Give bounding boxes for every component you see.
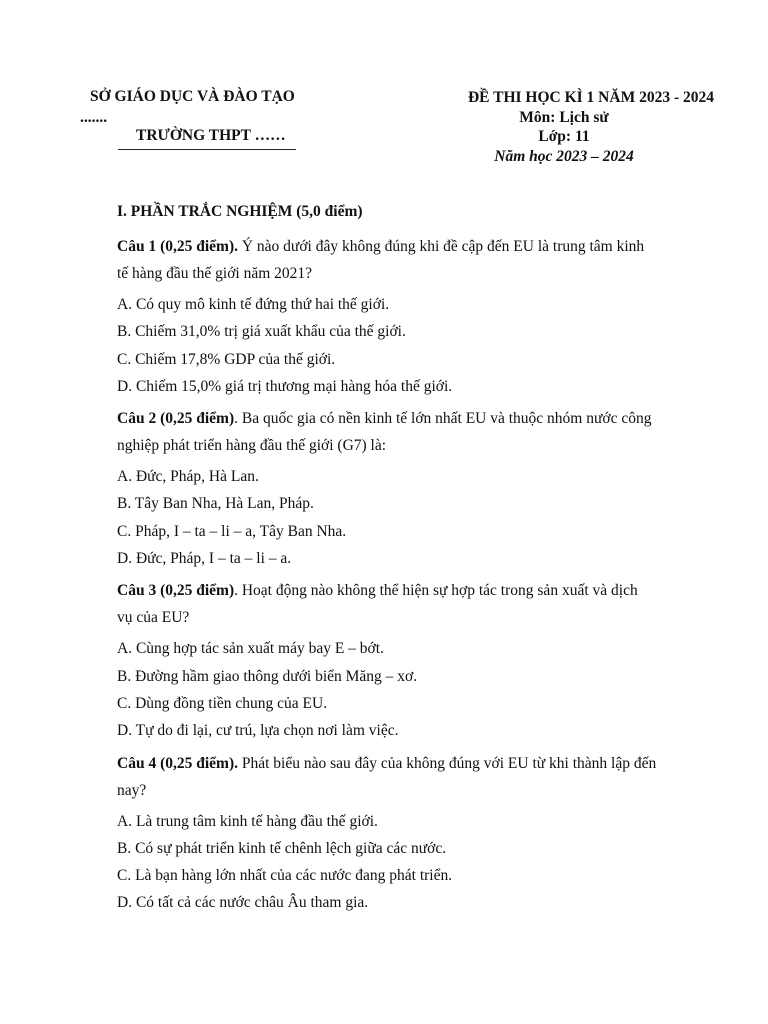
answer-option: A. Cùng hợp tác sản xuất máy bay E – bớt. xyxy=(117,640,384,658)
question-text xyxy=(117,233,657,287)
question-body: Ý nào dưới đây không đúng khi đề cập đến EU là trung tâm kinh tế hàng đầu thế giới năm 2021? xyxy=(117,238,645,282)
answer-option: A. Đức, Pháp, Hà Lan. xyxy=(117,468,259,486)
question-label: Câu 3 (0,25 điểm) xyxy=(117,582,235,600)
answer-option: A. Có quy mô kinh tế đứng thứ hai thế giới. xyxy=(117,296,390,313)
question-body: . Ba quốc gia có nền kinh tế lớn nhất EU và thuộc nhóm nước công nghiệp phát triển hàng đầu thế giới (G7) là: xyxy=(117,410,652,455)
question-block xyxy=(117,405,657,572)
answer-option: C. Dùng đồng tiền chung của EU. xyxy=(117,694,328,712)
answer-option: B. Chiếm 31,0% trị giá xuất khẩu của thế giới. xyxy=(117,323,406,341)
question-text xyxy=(117,750,657,804)
exam-content xyxy=(117,200,657,922)
answer-option: C. Chiếm 17,8% GDP của thế giới. xyxy=(117,350,336,368)
exam-grade: Lớp: 11 xyxy=(538,128,590,145)
answer-option: B. Đường hầm giao thông dưới biển Măng – xơ. xyxy=(117,667,418,685)
exam-header xyxy=(414,88,714,166)
question-label: Câu 4 (0,25 điểm). xyxy=(117,754,238,772)
exam-subject: Môn: Lịch sử xyxy=(519,108,609,126)
question-block xyxy=(117,577,657,744)
school-underline xyxy=(118,149,296,150)
question-text xyxy=(117,577,657,631)
answer-option: B. Có sự phát triển kinh tế chênh lệch giữa các nước. xyxy=(117,839,447,857)
answer-option: D. Chiếm 15,0% giá trị thương mại hàng hóa thế giới. xyxy=(117,377,453,395)
answer-option: C. Là bạn hàng lớn nhất của các nước đang phát triển. xyxy=(117,867,453,885)
answer-option: A. Là trung tâm kinh tế hàng đầu thế giới. xyxy=(117,812,378,830)
answer-option: C. Pháp, I – ta – li – a, Tây Ban Nha. xyxy=(117,522,347,540)
question-block xyxy=(117,750,657,917)
answer-option: D. Đức, Pháp, I – ta – li – a. xyxy=(117,550,292,568)
question-label: Câu 1 (0,25 điểm). xyxy=(117,238,238,255)
school-name: TRƯỜNG THPT …… xyxy=(136,127,286,144)
answer-option: B. Tây Ban Nha, Hà Lan, Pháp. xyxy=(117,495,314,513)
answer-option: D. Tự do đi lại, cư trú, lựa chọn nơi làm việc. xyxy=(117,722,399,740)
question-block xyxy=(117,233,657,400)
question-body: . Hoạt động nào không thể hiện sự hợp tác trong sản xuất và dịch vụ của EU? xyxy=(117,582,638,627)
question-text xyxy=(117,405,657,459)
department-name: SỞ GIÁO DỤC VÀ ĐÀO TẠO xyxy=(90,88,295,105)
exam-title: ĐỀ THI HỌC KÌ 1 NĂM 2023 - 2024 xyxy=(467,89,714,106)
question-label: Câu 2 (0,25 điểm) xyxy=(117,410,235,428)
exam-school-year: Năm học 2023 – 2024 xyxy=(494,147,634,165)
answer-option: D. Có tất cả các nước châu Âu tham gia. xyxy=(117,894,369,912)
question-body: Phát biểu nào sau đây của không đúng với EU từ khi thành lập đến nay? xyxy=(117,754,657,799)
department-dots: ....... xyxy=(80,109,108,126)
section-title: I. PHẦN TRẮC NGHIỆM (5,0 điểm) xyxy=(117,203,363,220)
